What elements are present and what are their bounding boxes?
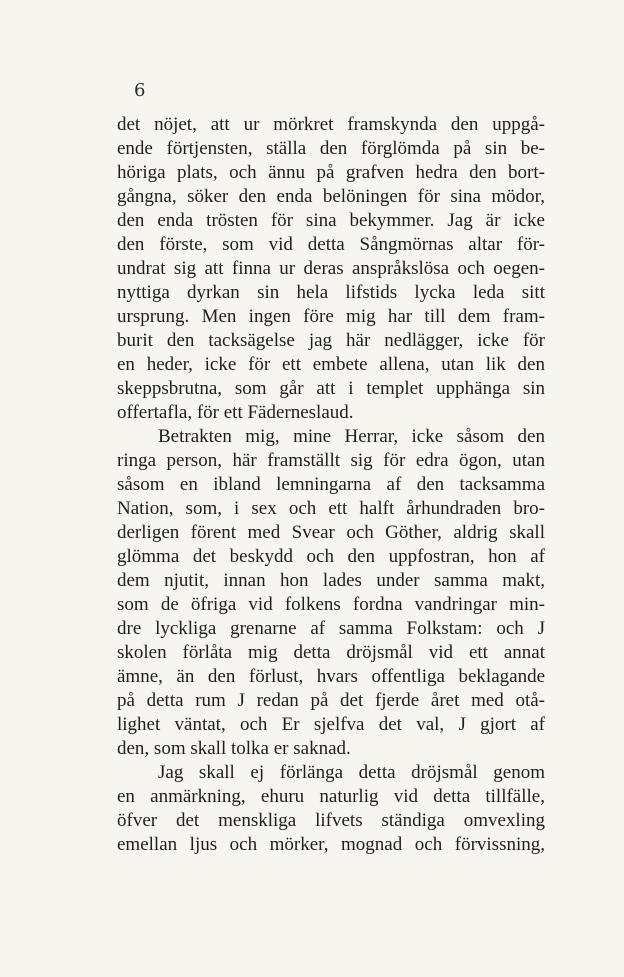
text-line: nyttiga dyrkan sin hela lifstids lycka leda sitt	[117, 282, 545, 303]
text-line: den, som skall tolka er saknad.	[117, 738, 351, 759]
text-line: den enda trösten för sina bekymmer. Jag är icke	[117, 210, 545, 231]
page-number: 6	[134, 80, 146, 101]
text-line: skeppsbrutna, som går att i templet upphänga sin	[117, 378, 545, 399]
text-line: dem njutit, innan hon lades under samma makt,	[117, 570, 545, 591]
text-line: det nöjet, att ur mörkret framskynda den uppgå-	[117, 114, 545, 135]
text-line: Nation, som, i sex och ett halft århundraden bro-	[117, 498, 545, 519]
text-line: undrat sig att finna ur deras anspråkslösa och oegen-	[117, 258, 545, 279]
text-line: dre lyckliga grenarne af samma Folkstam: och J	[117, 618, 545, 639]
text-line: ringa person, här framställt sig för edra ögon, utan	[117, 450, 545, 471]
text-line: emellan ljus och mörker, mognad och förvissning,	[117, 834, 545, 855]
text-line: en heder, icke för ett embete allena, utan lik den	[117, 354, 545, 375]
text-line: som de öfriga vid folkens fordna vandringar min-	[117, 594, 545, 615]
text-line: såsom en ibland lemningarna af den tacksamma	[117, 474, 545, 495]
text-line: en anmärkning, ehuru naturlig vid detta tillfälle,	[117, 786, 545, 807]
text-line: höriga plats, och ännu på grafven hedra den bort-	[117, 162, 545, 183]
text-line: Betrakten mig, mine Herrar, icke såsom den	[158, 426, 545, 447]
text-line: ende förtjensten, ställa den förglömda på sin be-	[117, 138, 545, 159]
text-line: lighet väntat, och Er sjelfva det val, J gjort af	[117, 714, 545, 735]
text-line: gångna, söker den enda belöningen för sina mödor,	[117, 186, 545, 207]
text-line: burit den tacksägelse jag här nedlägger, icke för	[117, 330, 545, 351]
text-line: glömma det beskydd och den uppfostran, hon af	[117, 546, 545, 567]
text-line: skolen förlåta mig detta dröjsmål vid ett annat	[117, 642, 545, 663]
text-line: öfver det menskliga lifvets ständiga omvexling	[117, 810, 545, 831]
text-line: offertafla, för ett Fäderneslaud.	[117, 402, 354, 423]
text-line: ursprung. Men ingen före mig har till dem fram-	[117, 306, 545, 327]
text-line: Jag skall ej förlänga detta dröjsmål genom	[158, 762, 545, 783]
text-line: den förste, som vid detta Sångmörnas altar för-	[117, 234, 545, 255]
text-line: ämne, än den förlust, hvars offentliga beklagande	[117, 666, 545, 687]
text-line: derligen förent med Svear och Göther, aldrig skall	[117, 522, 545, 543]
text-line: på detta rum J redan på det fjerde året med otå-	[117, 690, 545, 711]
